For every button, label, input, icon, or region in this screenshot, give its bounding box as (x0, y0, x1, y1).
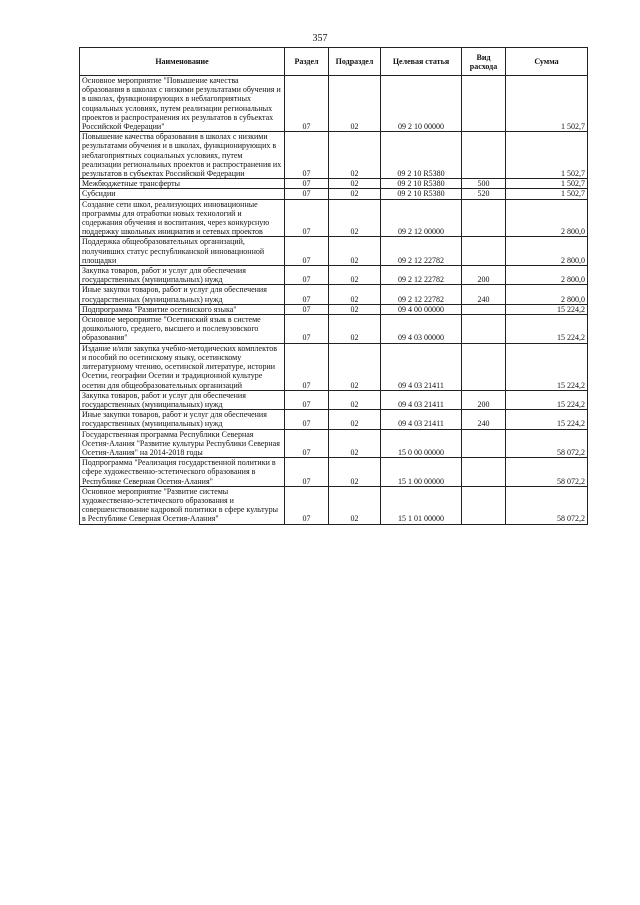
table-row (80, 285, 588, 304)
row-sum: 58 072,2 (506, 486, 588, 524)
table-row (80, 199, 588, 237)
row-expense-kind: 500 (462, 179, 506, 189)
row-expense-kind: 240 (462, 410, 506, 429)
row-name: Основное мероприятие "Развитие системы художественно-эстетического образования и совершенствование кадровой политики в сфере культуры в Республике Северная Осетия-Алания" (80, 486, 285, 524)
column-header-subsection: Подраздел (329, 48, 381, 76)
row-section: 07 (285, 189, 329, 199)
table-row (80, 343, 588, 390)
row-name: Закупка товаров, работ и услуг для обеспечения государственных (муниципальных) нужд (80, 390, 285, 409)
row-sum: 15 224,2 (506, 343, 588, 390)
row-target-article: 09 2 12 22782 (381, 237, 462, 266)
table-row (80, 76, 588, 132)
row-target-article: 09 4 03 21411 (381, 343, 462, 390)
row-section: 07 (285, 132, 329, 179)
budget-table (79, 47, 588, 525)
row-expense-kind: 200 (462, 266, 506, 285)
row-name: Межбюджетные трансферты (80, 179, 285, 189)
row-subsection: 02 (329, 304, 381, 314)
row-target-article: 09 2 12 22782 (381, 266, 462, 285)
table-row (80, 189, 588, 199)
row-section: 07 (285, 304, 329, 314)
row-section: 07 (285, 390, 329, 409)
row-subsection: 02 (329, 429, 381, 458)
column-header-section: Раздел (285, 48, 329, 76)
row-sum: 1 502,7 (506, 179, 588, 189)
row-subsection: 02 (329, 132, 381, 179)
table-row (80, 304, 588, 314)
row-section: 07 (285, 285, 329, 304)
row-subsection: 02 (329, 237, 381, 266)
table-row (80, 410, 588, 429)
row-target-article: 09 4 03 21411 (381, 390, 462, 409)
row-name: Издание и/или закупка учебно-методических комплектов и пособий по осетинскому языку, осетинскому литературному чтению, осетинской литературе, истории Осетии, географии Осетии и традиционной культуре осетин для общеобразовательных организаций (80, 343, 285, 390)
row-name: Создание сети школ, реализующих инновационные программы для отработки новых технологий и содержания обучения и воспитания, через конкурсную поддержку школьных инициатив и сетевых проектов (80, 199, 285, 237)
row-subsection: 02 (329, 199, 381, 237)
row-expense-kind (462, 458, 506, 487)
row-target-article: 09 2 10 R5380 (381, 132, 462, 179)
page-number: 357 (312, 33, 328, 44)
row-target-article: 09 2 10 R5380 (381, 179, 462, 189)
row-name: Подпрограмма "Реализация государственной политики в сфере художественно-эстетического образования в Республике Северная Осетия-Алания" (80, 458, 285, 487)
row-target-article: 09 2 12 00000 (381, 199, 462, 237)
row-section: 07 (285, 486, 329, 524)
row-section: 07 (285, 76, 329, 132)
table-row (80, 266, 588, 285)
row-sum: 2 800,0 (506, 237, 588, 266)
row-expense-kind (462, 132, 506, 179)
row-target-article: 09 2 12 22782 (381, 285, 462, 304)
column-header-expense-kind: Вид расхода (462, 48, 506, 76)
row-name: Поддержка общеобразовательных организаций, получивших статус республиканской инновационной площадки (80, 237, 285, 266)
row-section: 07 (285, 343, 329, 390)
row-subsection: 02 (329, 179, 381, 189)
row-section: 07 (285, 179, 329, 189)
row-name: Субсидии (80, 189, 285, 199)
row-target-article: 09 4 03 00000 (381, 315, 462, 344)
row-sum: 2 800,0 (506, 285, 588, 304)
column-header-target-article: Целевая статья (381, 48, 462, 76)
row-expense-kind: 200 (462, 390, 506, 409)
row-name: Повышение качества образования в школах с низкими результатами обучения и в школах, функционирующих в неблагоприятных социальных условиях, путем реализации региональных проектов и распространения их результатов в субъектах Российской Федерации (80, 132, 285, 179)
row-target-article: 09 2 10 R5380 (381, 189, 462, 199)
row-sum: 1 502,7 (506, 76, 588, 132)
row-section: 07 (285, 237, 329, 266)
table-header-row (80, 48, 588, 76)
row-expense-kind (462, 315, 506, 344)
row-sum: 58 072,2 (506, 458, 588, 487)
row-sum: 1 502,7 (506, 132, 588, 179)
row-sum: 15 224,2 (506, 390, 588, 409)
row-sum: 15 224,2 (506, 410, 588, 429)
row-sum: 15 224,2 (506, 315, 588, 344)
row-subsection: 02 (329, 486, 381, 524)
table-row (80, 429, 588, 458)
row-sum: 15 224,2 (506, 304, 588, 314)
row-section: 07 (285, 410, 329, 429)
row-name: Подпрограмма "Развитие осетинского языка" (80, 304, 285, 314)
row-target-article: 09 2 10 00000 (381, 76, 462, 132)
row-subsection: 02 (329, 315, 381, 344)
row-expense-kind (462, 343, 506, 390)
table-row (80, 390, 588, 409)
row-subsection: 02 (329, 410, 381, 429)
row-name: Иные закупки товаров, работ и услуг для обеспечения государственных (муниципальных) нужд (80, 410, 285, 429)
row-target-article: 09 4 00 00000 (381, 304, 462, 314)
table-row (80, 315, 588, 344)
row-sum: 58 072,2 (506, 429, 588, 458)
row-expense-kind: 240 (462, 285, 506, 304)
row-section: 07 (285, 315, 329, 344)
row-target-article: 15 1 01 00000 (381, 486, 462, 524)
table-row (80, 486, 588, 524)
row-target-article: 15 1 00 00000 (381, 458, 462, 487)
column-header-name: Наименование (80, 48, 285, 76)
row-subsection: 02 (329, 390, 381, 409)
table-row (80, 179, 588, 189)
row-target-article: 09 4 03 21411 (381, 410, 462, 429)
row-section: 07 (285, 429, 329, 458)
row-subsection: 02 (329, 76, 381, 132)
row-sum: 2 800,0 (506, 199, 588, 237)
row-name: Основное мероприятие "Осетинский язык в системе дошкольного, среднего, высшего и послевузовского образования" (80, 315, 285, 344)
table-row (80, 458, 588, 487)
row-subsection: 02 (329, 285, 381, 304)
column-header-sum: Сумма (506, 48, 588, 76)
row-expense-kind (462, 486, 506, 524)
row-expense-kind (462, 76, 506, 132)
row-expense-kind: 520 (462, 189, 506, 199)
row-expense-kind (462, 199, 506, 237)
row-expense-kind (462, 304, 506, 314)
row-sum: 1 502,7 (506, 189, 588, 199)
row-expense-kind (462, 237, 506, 266)
row-target-article: 15 0 00 00000 (381, 429, 462, 458)
row-expense-kind (462, 429, 506, 458)
row-section: 07 (285, 266, 329, 285)
row-name: Иные закупки товаров, работ и услуг для обеспечения государственных (муниципальных) нужд (80, 285, 285, 304)
row-name: Закупка товаров, работ и услуг для обеспечения государственных (муниципальных) нужд (80, 266, 285, 285)
row-subsection: 02 (329, 458, 381, 487)
row-section: 07 (285, 458, 329, 487)
row-subsection: 02 (329, 343, 381, 390)
table-row (80, 132, 588, 179)
row-subsection: 02 (329, 266, 381, 285)
row-name: Государственная программа Республики Северная Осетия-Алания "Развитие культуры Республики Северная Осетия-Алания" на 2014-2018 годы (80, 429, 285, 458)
row-subsection: 02 (329, 189, 381, 199)
row-section: 07 (285, 199, 329, 237)
row-sum: 2 800,0 (506, 266, 588, 285)
table-row (80, 237, 588, 266)
row-name: Основное мероприятие "Повышение качества образования в школах с низкими результатами обучения и в школах, функционирующих в неблагоприятных социальных условиях, путем реализации региональных проектов и распространения их результатов в субъектах Российской Федерации" (80, 76, 285, 132)
